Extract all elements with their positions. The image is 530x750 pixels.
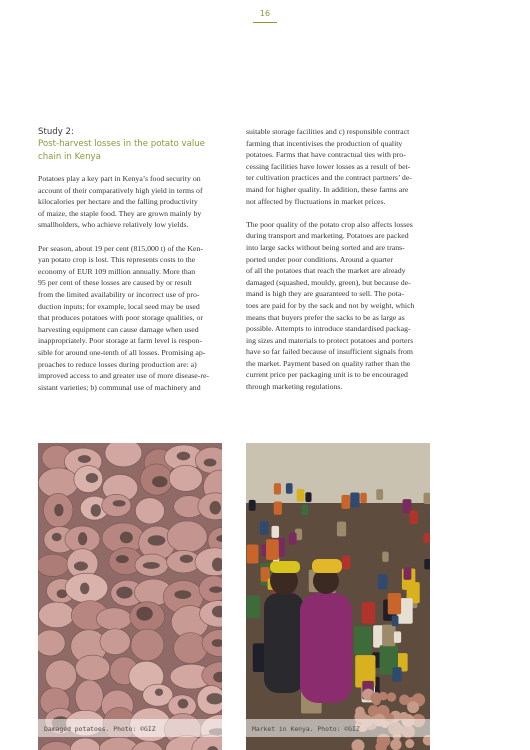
rot-spot — [174, 590, 191, 599]
crowd-shape — [247, 544, 259, 563]
potatoes-image — [38, 443, 222, 750]
crowd-shape — [424, 559, 430, 569]
rot-spot — [80, 583, 89, 595]
photo-caption-left: Damaged potatoes. Photo: ©GIZ — [44, 725, 156, 733]
rot-spot — [52, 533, 62, 541]
text-line: ported under poor conditions. Around a quarter — [246, 254, 394, 264]
rot-spot — [136, 607, 152, 621]
potato — [96, 608, 131, 630]
market-person — [264, 593, 304, 693]
text-line: cessing facilities have lower losses as a result of bet- — [246, 161, 411, 171]
study-title-line: Post-harvest losses in the potato value — [38, 139, 205, 149]
text-line: ing sizes and materials to protect potatoes and porters — [246, 335, 414, 345]
text-line: potatoes. Farms that have contractual ties with pro- — [246, 150, 406, 160]
potato-pile — [407, 701, 419, 713]
crowd-shape — [260, 521, 269, 535]
photo-sky — [246, 443, 430, 503]
right-paragraphs — [246, 126, 429, 393]
rot-spot — [204, 459, 217, 467]
text-line: improved access to and greater use of more disease-re- — [38, 371, 210, 381]
damaged-potatoes-photo — [38, 443, 222, 750]
text-line: mand is high they are guaranteed to sell. The pota- — [246, 289, 404, 299]
text-line: mand for higher quality. In addition, these farms are — [246, 184, 409, 194]
crowd-shape — [266, 539, 279, 560]
text-line: Potatoes play a key part in Kenya’s food security on — [38, 174, 201, 183]
potato — [45, 660, 76, 691]
text-line: kilocalories per hectare and the falling productivity — [38, 197, 198, 207]
rot-spot — [152, 476, 167, 487]
crowd-shape — [337, 522, 346, 537]
crowd-shape — [382, 552, 388, 562]
market-person — [312, 559, 342, 573]
market-person — [300, 593, 352, 703]
potato — [75, 680, 103, 714]
study-title-line: chain in Kenya — [38, 152, 101, 162]
text-line: farming that incentivises the production of quality — [246, 138, 403, 148]
rot-spot — [120, 532, 133, 544]
crowd-shape — [297, 489, 305, 501]
potato — [38, 554, 69, 576]
potato — [131, 629, 164, 661]
crowd-shape — [289, 533, 297, 545]
crowd-shape — [341, 495, 350, 509]
text-line: smallholders, who achieve relatively low yields. — [38, 220, 189, 230]
text-line: current price per packaging unit is to be encouraged — [246, 370, 408, 380]
crowd-shape — [410, 510, 418, 523]
text-line: account of their comparatively high yield in terms of — [38, 185, 203, 195]
potato — [174, 633, 208, 664]
rot-spot — [54, 504, 63, 516]
text-line: harvesting equipment can cause damage when used — [38, 324, 199, 334]
crowd-shape — [350, 492, 359, 507]
potato-pile — [379, 692, 388, 701]
potato — [135, 498, 164, 524]
rot-spot — [143, 562, 160, 569]
crowd-shape — [392, 615, 399, 626]
rot-spot — [116, 555, 129, 563]
crowd-shape — [388, 593, 401, 614]
market-person — [270, 561, 300, 573]
rot-spot — [113, 500, 126, 506]
right-column — [246, 126, 429, 404]
text-line: possible. Attempts to introduce standardised packag- — [246, 324, 411, 334]
potato-pile — [405, 739, 414, 748]
potato-pile — [387, 692, 396, 701]
crowd-shape — [274, 483, 281, 494]
text-line: 95 per cent of these losses are caused by or result — [38, 278, 192, 288]
rot-spot — [180, 555, 193, 563]
crowd-shape — [249, 500, 256, 511]
text-line: have so far failed because of insufficient signals from — [246, 347, 413, 357]
crowd-shape — [246, 595, 260, 618]
crowd-shape — [403, 567, 411, 580]
crowd-shape — [394, 631, 401, 643]
text-line: ter cultivation practices and the contract partners’ de- — [246, 173, 412, 183]
text-line: yan potato crop is lost. This represents costs to the — [38, 255, 196, 265]
potato-pile — [390, 739, 401, 750]
page-number: 16 — [259, 9, 271, 18]
rot-spot — [116, 587, 132, 599]
crowd-shape — [424, 533, 430, 543]
rot-spot — [177, 452, 190, 461]
crowd-shape — [360, 493, 366, 503]
rot-spot — [78, 455, 91, 463]
paragraph — [246, 126, 429, 207]
rot-spot — [86, 473, 98, 483]
photo-caption-right: Market in Kenya. Photo: ©GIZ — [252, 725, 360, 733]
potato — [75, 655, 109, 680]
text-line: of all the potatoes that reach the market are already — [246, 266, 406, 276]
crowd-shape — [382, 625, 396, 647]
text-line: that produces potatoes with poor storage qualities, or — [38, 313, 203, 323]
left-column — [38, 126, 221, 405]
rot-spot — [155, 688, 163, 695]
text-line: through marketing regulations. — [246, 382, 343, 392]
potato — [167, 521, 207, 552]
text-line: The poor quality of the potato crop also affects losses — [246, 219, 413, 229]
study-title — [38, 138, 221, 164]
text-line: duction inputs; for example, local seed may be used — [38, 301, 200, 311]
potato-pile — [399, 695, 410, 706]
text-line: toes are paid for by the sack and not by weight, which — [246, 300, 415, 310]
kenya-market-photo — [246, 443, 430, 750]
rot-spot — [148, 535, 166, 545]
text-line: the market. Payment based on quality rather than the — [246, 358, 411, 368]
crowd-shape — [354, 627, 372, 656]
crowd-shape — [274, 501, 282, 514]
crowd-shape — [305, 492, 311, 502]
paragraph — [246, 219, 429, 393]
text-line: not affected by fluctuations in market prices. — [246, 196, 386, 206]
text-line: sible for around one-tenth of all losses. Promising ap- — [38, 347, 206, 357]
text-line: damaged (squashed, mouldy, green), but because de- — [246, 277, 411, 287]
crowd-shape — [286, 483, 293, 494]
rot-spot — [210, 501, 221, 514]
text-line: suitable storage facilities and c) responsible contract — [246, 127, 410, 136]
rot-spot — [78, 532, 87, 545]
potato — [39, 602, 75, 628]
rot-spot — [91, 504, 101, 517]
crowd-shape — [424, 493, 430, 504]
crowd-shape — [376, 489, 383, 500]
text-line: economy of EUR 109 million annually. More than — [38, 266, 196, 276]
text-line: during transport and marketing. Potatoes are packed — [246, 231, 409, 241]
text-line: inappropriately. Poor storage at farm level is respon- — [38, 336, 203, 346]
text-line: sistant varieties; b) communal use of machinery and — [38, 382, 201, 392]
potato — [100, 629, 130, 655]
crowd-shape — [392, 667, 401, 682]
crowd-shape — [272, 526, 280, 538]
left-paragraphs — [38, 173, 221, 393]
study-label: Study 2: — [38, 127, 74, 137]
rot-spot — [178, 699, 189, 709]
crowd-shape — [342, 555, 351, 569]
paragraph — [38, 243, 221, 394]
potato — [38, 630, 65, 656]
page-number-rule — [253, 22, 277, 23]
crowd-shape — [362, 602, 376, 624]
crowd-shape — [301, 505, 308, 516]
text-line: means that buyers prefer the sacks to be as large as — [246, 312, 405, 322]
rot-spot — [74, 562, 88, 571]
market-image — [246, 443, 430, 750]
crowd-shape — [378, 574, 387, 589]
text-line: of maize, the staple food. They are grown mainly by — [38, 208, 202, 218]
potato — [169, 465, 202, 491]
text-line: proaches to reduce losses during production are: a) — [38, 359, 197, 369]
text-line: into large sacks without being sorted and are trans- — [246, 242, 405, 252]
text-line: Per season, about 19 per cent (815,000 t) of the Ken- — [38, 243, 203, 253]
text-line: from the limited availability or incorrect use of pro- — [38, 289, 200, 299]
paragraph — [38, 173, 221, 231]
